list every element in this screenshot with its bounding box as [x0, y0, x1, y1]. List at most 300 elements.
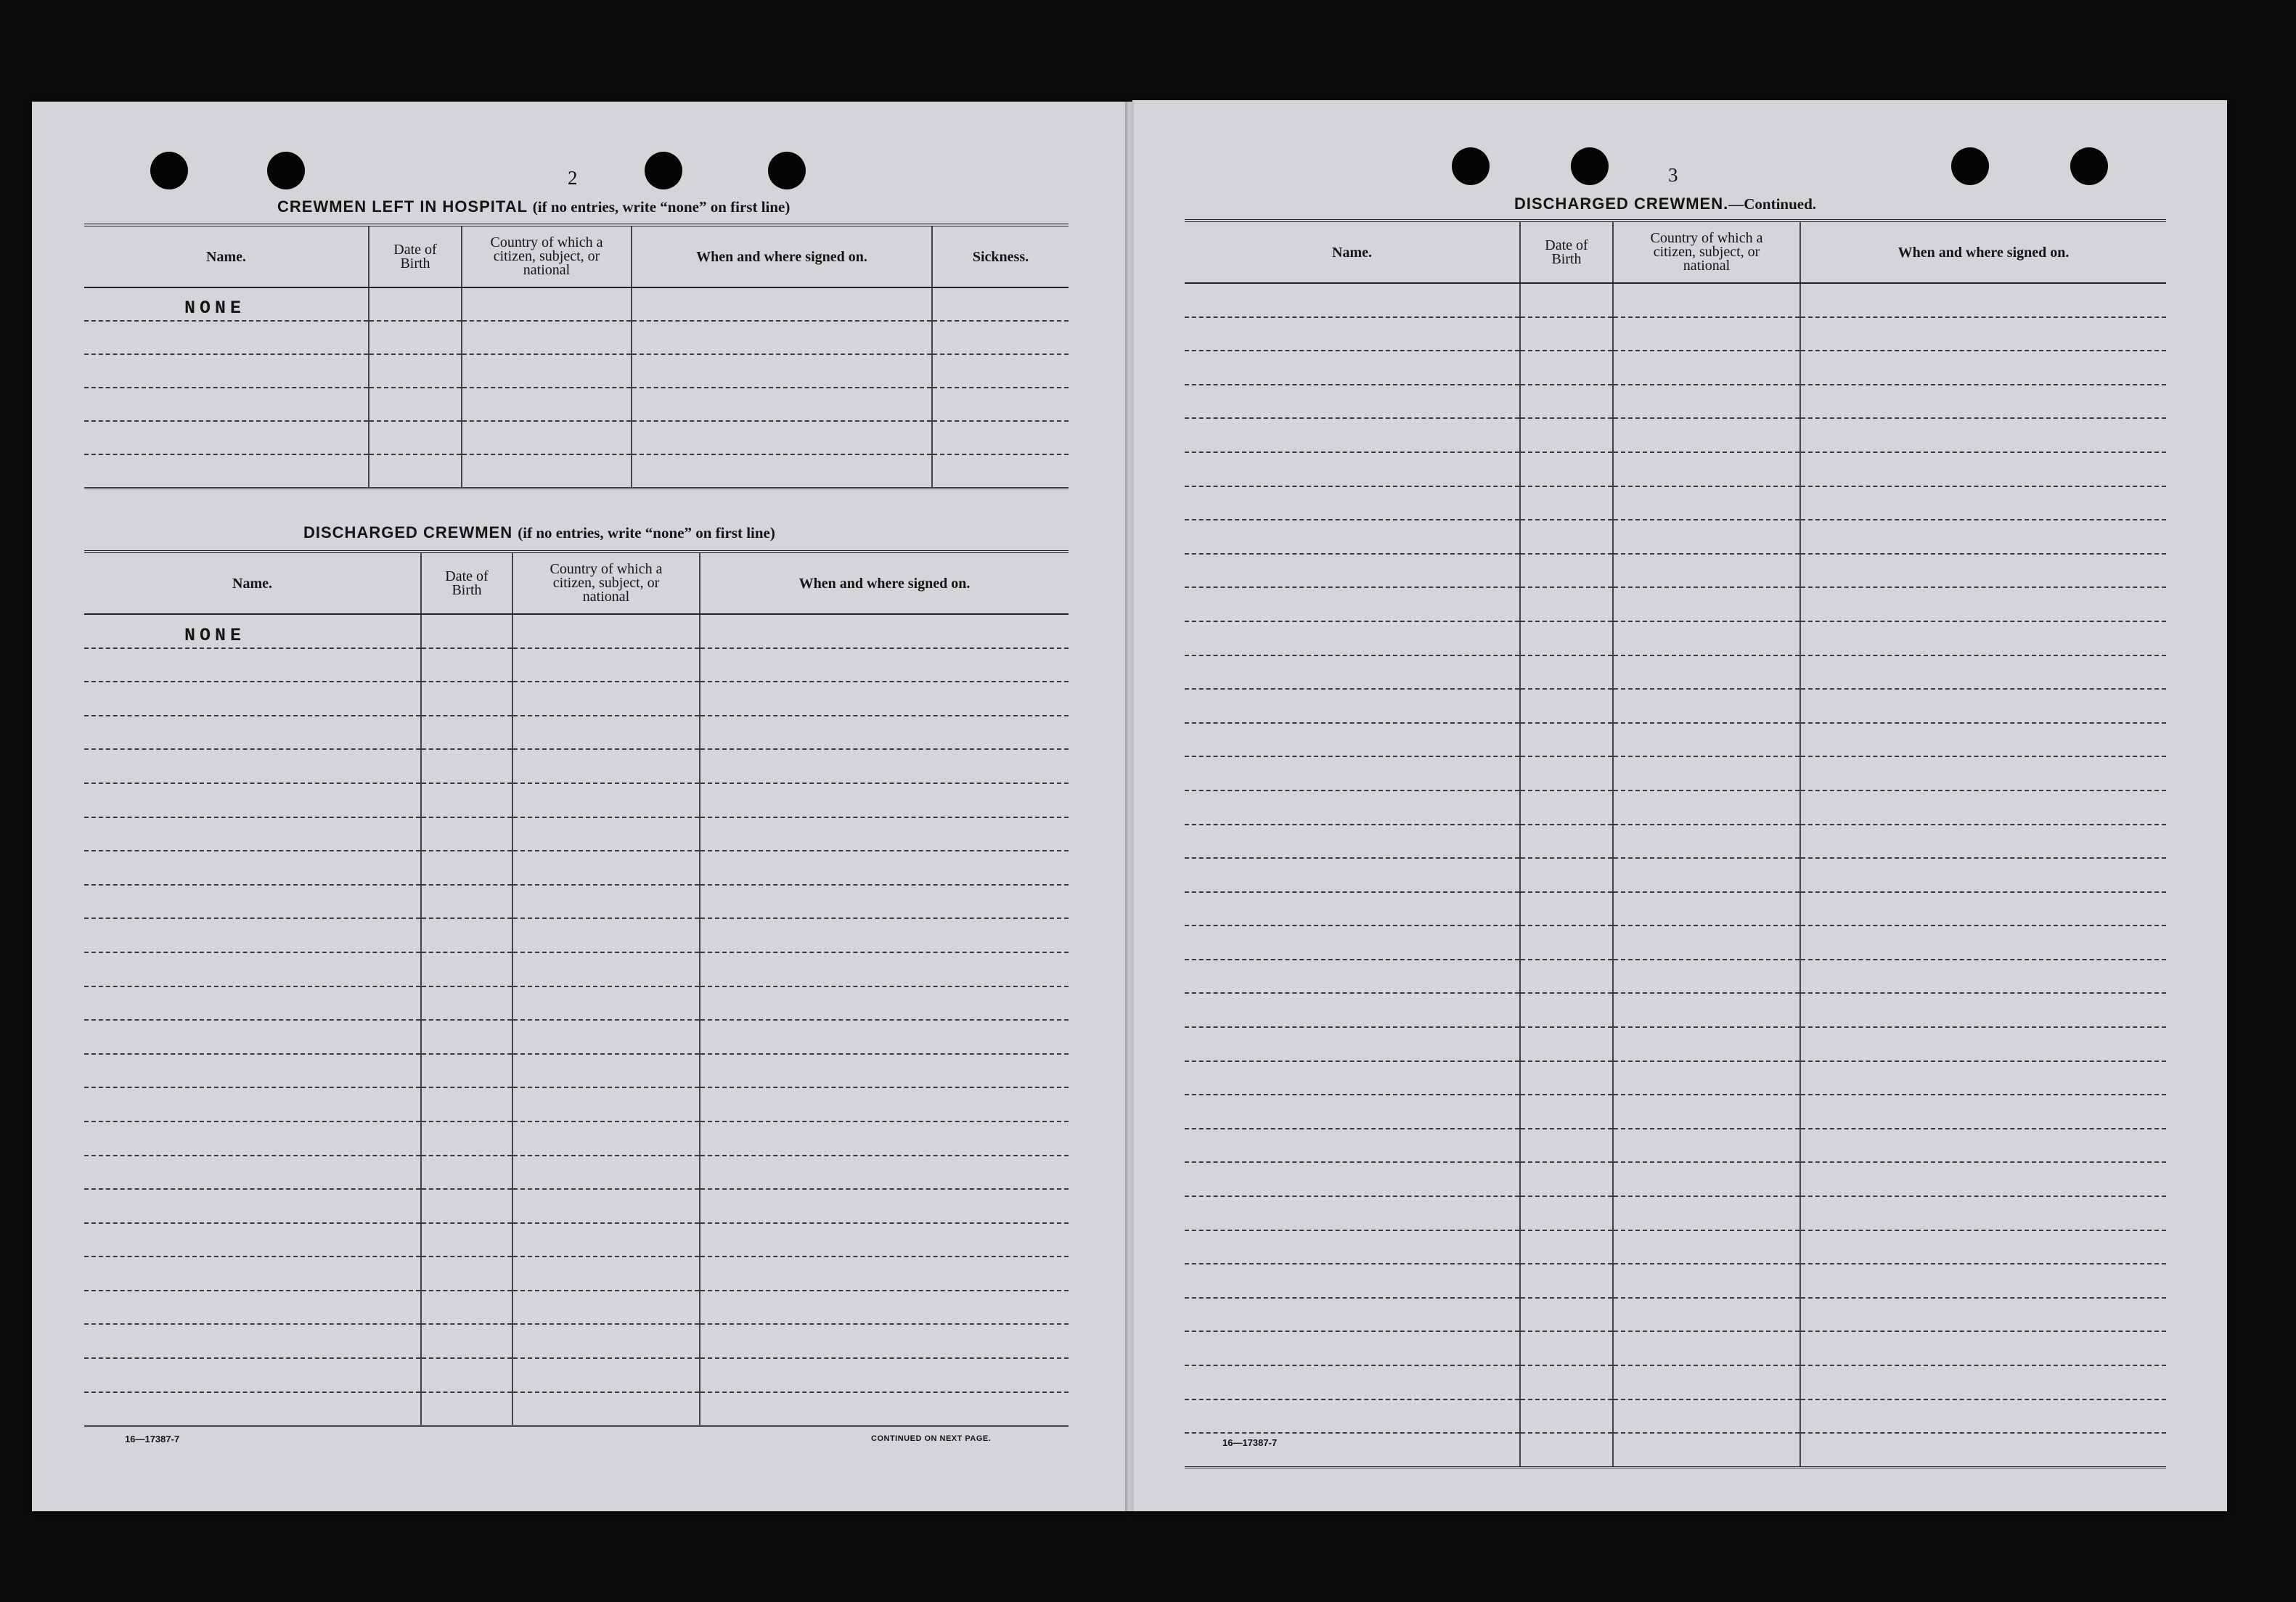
table-cell	[421, 1189, 512, 1223]
table-cell	[1185, 1196, 1520, 1230]
table-row	[84, 1324, 1069, 1358]
table-cell	[1520, 1331, 1613, 1365]
table-cell	[84, 1156, 421, 1190]
table-cell	[1520, 452, 1613, 486]
table-cell	[84, 1223, 421, 1257]
table-row	[1185, 1230, 2166, 1264]
table-cell	[84, 454, 369, 489]
table-cell	[421, 1256, 512, 1291]
table-row	[84, 648, 1069, 682]
table-cell	[1613, 1399, 1800, 1434]
table-cell	[1800, 1230, 2166, 1264]
table-row	[1185, 756, 2166, 790]
table-row	[1185, 1331, 2166, 1365]
table-cell	[1185, 993, 1520, 1027]
table-cell	[1800, 1298, 2166, 1332]
handwritten-entry: NONE	[184, 624, 246, 646]
table-row	[1185, 554, 2166, 588]
table-cell	[1613, 1095, 1800, 1129]
table-row	[1185, 486, 2166, 520]
table-cell	[1185, 418, 1520, 452]
table-cell	[700, 749, 1069, 783]
table-cell	[421, 1324, 512, 1358]
column-header-country: Country of which a citizen, subject, or national	[1613, 221, 1800, 283]
table-cell	[84, 1087, 421, 1121]
table-cell	[1613, 351, 1800, 385]
table-cell	[421, 614, 512, 648]
table-row	[1185, 1061, 2166, 1095]
table-cell	[1613, 452, 1800, 486]
table-cell	[421, 783, 512, 817]
table-row	[1185, 351, 2166, 385]
table-cell	[84, 421, 369, 454]
punch-hole-icon	[1452, 147, 1490, 185]
table-cell	[512, 1256, 700, 1291]
table-cell	[512, 1392, 700, 1426]
table-cell	[84, 1054, 421, 1088]
continued-discharged-table	[1185, 219, 2166, 1468]
table-cell	[1185, 283, 1520, 317]
table-cell	[700, 1121, 1069, 1156]
table-cell	[1613, 756, 1800, 790]
table-row	[84, 749, 1069, 783]
table-cell	[1613, 892, 1800, 926]
punch-hole-icon	[2070, 147, 2108, 185]
table-row	[1185, 1162, 2166, 1196]
table-cell	[1185, 723, 1520, 757]
table-cell	[512, 1020, 700, 1054]
table-cell	[1520, 1365, 1613, 1399]
table-cell	[512, 986, 700, 1021]
table-cell	[1613, 418, 1800, 452]
table-cell	[932, 354, 1069, 388]
table-cell	[1613, 723, 1800, 757]
table-cell	[1185, 317, 1520, 351]
table-cell	[1800, 554, 2166, 588]
table-cell	[700, 1358, 1069, 1392]
table-cell	[512, 1291, 700, 1325]
table-cell	[84, 716, 421, 750]
table-cell	[1800, 317, 2166, 351]
table-cell	[1613, 520, 1800, 554]
table-cell	[84, 1121, 421, 1156]
table-cell	[84, 287, 369, 321]
table-row	[1185, 418, 2166, 452]
table-cell	[421, 1358, 512, 1392]
table-cell	[1800, 486, 2166, 520]
table-cell	[369, 454, 462, 489]
table-cell	[700, 817, 1069, 851]
column-header-signed-on: When and where signed on.	[700, 552, 1069, 614]
table-row	[1185, 825, 2166, 859]
table-cell	[932, 321, 1069, 354]
table-row	[1185, 925, 2166, 960]
column-header-date-of-birth: Date of Birth	[1520, 221, 1613, 283]
table-row	[84, 952, 1069, 986]
table-cell	[1520, 892, 1613, 926]
table-cell	[512, 817, 700, 851]
table-cell	[1613, 283, 1800, 317]
table-cell	[700, 1223, 1069, 1257]
table-cell	[462, 454, 632, 489]
punch-hole-icon	[768, 152, 806, 189]
table-row	[1185, 520, 2166, 554]
table-cell	[512, 1358, 700, 1392]
table-row	[1185, 993, 2166, 1027]
table-cell	[1520, 1399, 1613, 1434]
hospital-title-text: CREWMEN LEFT IN HOSPITAL	[277, 197, 528, 216]
table-row	[84, 388, 1069, 421]
table-cell	[1520, 756, 1613, 790]
form-number: 16—17387-7	[125, 1434, 180, 1444]
table-cell	[1185, 825, 1520, 859]
table-cell	[1800, 283, 2166, 317]
table-row	[84, 454, 1069, 489]
table-row	[84, 783, 1069, 817]
table-row	[1185, 723, 2166, 757]
table-cell	[512, 918, 700, 952]
table-cell	[1800, 790, 2166, 825]
column-header-date-of-birth: Date of Birth	[421, 552, 512, 614]
table-row	[1185, 385, 2166, 419]
column-header-name: Name.	[1185, 221, 1520, 283]
table-cell	[84, 648, 421, 682]
table-cell	[1185, 1129, 1520, 1163]
table-cell	[1185, 1162, 1520, 1196]
table-cell	[369, 421, 462, 454]
table-cell	[369, 287, 462, 321]
table-cell	[421, 648, 512, 682]
table-cell	[1800, 452, 2166, 486]
table-cell	[1800, 1365, 2166, 1399]
table-cell	[84, 851, 421, 885]
table-cell	[632, 388, 932, 421]
table-cell	[700, 716, 1069, 750]
table-cell	[1613, 317, 1800, 351]
page-number: 2	[568, 167, 578, 189]
table-row	[1185, 452, 2166, 486]
punch-hole-icon	[267, 152, 305, 189]
form-number: 16—17387-7	[1222, 1437, 1278, 1448]
table-cell	[700, 851, 1069, 885]
table-cell	[84, 1392, 421, 1426]
table-cell	[1520, 418, 1613, 452]
table-row	[1185, 858, 2166, 892]
table-cell	[1613, 993, 1800, 1027]
table-cell	[84, 682, 421, 716]
table-row	[84, 421, 1069, 454]
table-cell	[1613, 1162, 1800, 1196]
table-cell	[1520, 351, 1613, 385]
discharged-table	[84, 550, 1069, 1427]
table-cell	[700, 885, 1069, 919]
table-cell	[1520, 1027, 1613, 1061]
table-cell	[1185, 1095, 1520, 1129]
table-row	[84, 354, 1069, 388]
column-header-signed-on: When and where signed on.	[632, 225, 932, 287]
table-row	[1185, 892, 2166, 926]
table-cell	[1520, 1095, 1613, 1129]
table-cell	[421, 1223, 512, 1257]
table-cell	[512, 885, 700, 919]
table-cell	[1800, 1196, 2166, 1230]
table-cell	[1185, 621, 1520, 655]
table-cell	[1800, 385, 2166, 419]
table-cell	[421, 1291, 512, 1325]
table-cell	[421, 885, 512, 919]
table-row	[84, 1256, 1069, 1291]
table-cell	[1800, 520, 2166, 554]
table-cell	[512, 851, 700, 885]
page-number: 3	[1668, 164, 1678, 186]
table-cell	[84, 388, 369, 421]
table-cell	[84, 952, 421, 986]
table-cell	[1520, 858, 1613, 892]
table-row	[1185, 960, 2166, 994]
discharged-subtitle-text: (if no entries, write “none” on first line)	[518, 524, 775, 542]
handwritten-entry: NONE	[184, 298, 246, 319]
table-cell	[1185, 756, 1520, 790]
table-cell	[1613, 587, 1800, 621]
table-row	[1185, 317, 2166, 351]
table-row	[1185, 1027, 2166, 1061]
table-row	[84, 716, 1069, 750]
table-cell	[1613, 621, 1800, 655]
table-row	[84, 321, 1069, 354]
table-cell	[421, 1392, 512, 1426]
table-row	[84, 1223, 1069, 1257]
column-header-signed-on: When and where signed on.	[1800, 221, 2166, 283]
table-cell	[1613, 1365, 1800, 1399]
table-cell	[1800, 351, 2166, 385]
table-row	[1185, 283, 2166, 317]
table-cell	[1185, 858, 1520, 892]
table-cell	[84, 749, 421, 783]
table-cell	[1613, 1331, 1800, 1365]
table-cell	[1520, 960, 1613, 994]
table-cell	[512, 952, 700, 986]
table-row	[84, 1291, 1069, 1325]
table-cell	[512, 749, 700, 783]
table-cell	[1185, 1230, 1520, 1264]
table-cell	[512, 1121, 700, 1156]
table-row	[84, 1020, 1069, 1054]
table-cell	[421, 1020, 512, 1054]
table-cell	[512, 783, 700, 817]
table-cell	[1613, 790, 1800, 825]
table-cell	[462, 321, 632, 354]
table-cell	[1520, 655, 1613, 690]
continued-note: CONTINUED ON NEXT PAGE.	[871, 1434, 992, 1443]
table-cell	[1800, 1433, 2166, 1467]
table-cell	[84, 885, 421, 919]
table-cell	[1800, 892, 2166, 926]
table-cell	[1520, 1129, 1613, 1163]
table-cell	[1520, 993, 1613, 1027]
table-cell	[1520, 317, 1613, 351]
table-row	[84, 1392, 1069, 1426]
table-cell	[1185, 655, 1520, 690]
table-cell	[1520, 1061, 1613, 1095]
table-row	[1185, 1095, 2166, 1129]
table-cell	[421, 716, 512, 750]
table-cell	[84, 986, 421, 1021]
table-cell	[84, 1256, 421, 1291]
table-cell	[1185, 554, 1520, 588]
table-cell	[512, 716, 700, 750]
table-row	[84, 1189, 1069, 1223]
table-cell	[1520, 1433, 1613, 1467]
table-cell	[421, 682, 512, 716]
table-row	[84, 287, 1069, 321]
table-cell	[1613, 858, 1800, 892]
table-cell	[1185, 1365, 1520, 1399]
table-row	[1185, 1399, 2166, 1434]
table-cell	[421, 817, 512, 851]
table-cell	[421, 1054, 512, 1088]
table-row	[84, 1156, 1069, 1190]
table-cell	[700, 1291, 1069, 1325]
table-cell	[462, 421, 632, 454]
table-row	[84, 614, 1069, 648]
table-cell	[1800, 1331, 2166, 1365]
table-cell	[1613, 655, 1800, 690]
table-cell	[1800, 723, 2166, 757]
table-row	[84, 918, 1069, 952]
table-cell	[700, 1156, 1069, 1190]
table-cell	[700, 986, 1069, 1021]
table-row	[1185, 790, 2166, 825]
table-cell	[512, 614, 700, 648]
table-cell	[421, 986, 512, 1021]
table-cell	[84, 321, 369, 354]
table-cell	[1800, 1027, 2166, 1061]
table-cell	[369, 388, 462, 421]
table-cell	[84, 1291, 421, 1325]
punch-hole-icon	[1951, 147, 1989, 185]
table-cell	[1613, 1230, 1800, 1264]
table-cell	[1185, 351, 1520, 385]
table-cell	[700, 952, 1069, 986]
table-cell	[632, 287, 932, 321]
table-cell	[700, 1054, 1069, 1088]
table-cell	[1613, 960, 1800, 994]
table-cell	[512, 1324, 700, 1358]
table-cell	[1800, 960, 2166, 994]
table-cell	[1520, 520, 1613, 554]
table-cell	[1800, 587, 2166, 621]
table-cell	[1520, 283, 1613, 317]
table-cell	[1520, 1196, 1613, 1230]
table-cell	[1520, 486, 1613, 520]
table-cell	[1613, 925, 1800, 960]
table-cell	[1520, 689, 1613, 723]
table-cell	[1800, 655, 2166, 690]
table-cell	[512, 648, 700, 682]
table-cell	[1613, 1061, 1800, 1095]
table-cell	[421, 1156, 512, 1190]
table-cell	[1520, 1298, 1613, 1332]
table-cell	[1520, 790, 1613, 825]
table-cell	[84, 1189, 421, 1223]
table-cell	[84, 817, 421, 851]
table-cell	[1800, 1061, 2166, 1095]
table-row	[84, 986, 1069, 1021]
table-cell	[632, 321, 932, 354]
table-cell	[462, 354, 632, 388]
table-cell	[84, 614, 421, 648]
table-cell	[632, 421, 932, 454]
table-row	[84, 1358, 1069, 1392]
table-cell	[512, 1189, 700, 1223]
table-row	[1185, 621, 2166, 655]
table-row	[1185, 1129, 2166, 1163]
table-cell	[1185, 1061, 1520, 1095]
column-header-country: Country of which a citizen, subject, or national	[462, 225, 632, 287]
table-cell	[1185, 385, 1520, 419]
table-row	[1185, 1264, 2166, 1298]
punch-hole-icon	[645, 152, 682, 189]
table-cell	[1185, 486, 1520, 520]
table-cell	[512, 1054, 700, 1088]
table-cell	[700, 1020, 1069, 1054]
table-cell	[1185, 925, 1520, 960]
table-cell	[1520, 825, 1613, 859]
table-cell	[462, 388, 632, 421]
table-cell	[1613, 1196, 1800, 1230]
table-row	[1185, 1433, 2166, 1467]
column-header-country: Country of which a citizen, subject, or national	[512, 552, 700, 614]
hospital-subtitle-text: (if no entries, write “none” on first line)	[532, 198, 790, 216]
table-cell	[1185, 1331, 1520, 1365]
table-cell	[1800, 825, 2166, 859]
table-cell	[700, 918, 1069, 952]
table-cell	[1185, 587, 1520, 621]
table-cell	[1800, 1129, 2166, 1163]
table-cell	[1185, 790, 1520, 825]
table-row	[1185, 1196, 2166, 1230]
table-cell	[512, 1223, 700, 1257]
table-cell	[932, 421, 1069, 454]
table-cell	[700, 783, 1069, 817]
column-header-sickness: Sickness.	[932, 225, 1069, 287]
table-cell	[932, 388, 1069, 421]
table-row	[84, 1054, 1069, 1088]
column-header-name: Name.	[84, 552, 421, 614]
punch-hole-icon	[150, 152, 188, 189]
table-cell	[1520, 385, 1613, 419]
table-cell	[1185, 960, 1520, 994]
table-cell	[632, 354, 932, 388]
column-header-date-of-birth: Date of Birth	[369, 225, 462, 287]
table-cell	[1800, 1162, 2166, 1196]
table-cell	[1520, 587, 1613, 621]
continued-title-text: DISCHARGED CREWMEN.	[1514, 195, 1729, 213]
continued-section-title	[1514, 195, 1816, 213]
table-cell	[700, 1256, 1069, 1291]
table-row	[1185, 1365, 2166, 1399]
table-cell	[700, 1324, 1069, 1358]
table-row	[84, 817, 1069, 851]
table-cell	[1520, 554, 1613, 588]
table-cell	[1185, 1264, 1520, 1298]
table-cell	[1613, 1027, 1800, 1061]
table-cell	[84, 1324, 421, 1358]
table-cell	[421, 1087, 512, 1121]
table-cell	[84, 1358, 421, 1392]
table-cell	[369, 354, 462, 388]
table-cell	[512, 1087, 700, 1121]
